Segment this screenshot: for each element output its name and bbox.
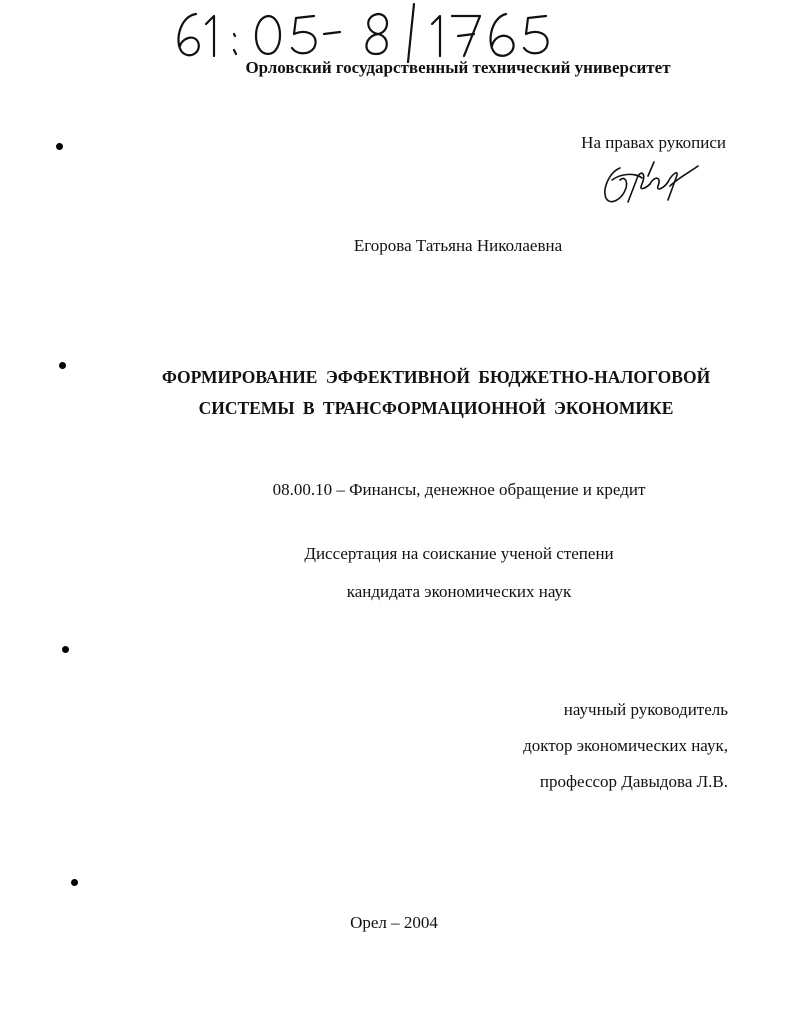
city-year: Орел – 2004 <box>350 913 438 932</box>
university-name: Орловский государственный технический университет <box>245 58 671 77</box>
signature <box>598 158 702 208</box>
author-name: Егорова Татьяна Николаевна <box>353 236 563 255</box>
specialty: 08.00.10 – Финансы, денежное обращение и кредит <box>272 480 646 499</box>
supervisor-degree: доктор экономических наук, <box>523 736 728 755</box>
binding-dot <box>71 879 78 886</box>
title-line-2: СИСТЕМЫ В ТРАНСФОРМАЦИОННОЙ ЭКОНОМИКЕ <box>198 398 674 418</box>
binding-dot <box>59 362 66 369</box>
manuscript-note: На правах рукописи <box>581 133 726 152</box>
title-line-1: ФОРМИРОВАНИЕ ЭФФЕКТИВНОЙ БЮДЖЕТНО-НАЛОГОВОЙ <box>161 367 711 387</box>
supervisor-role: научный руководитель <box>563 700 728 719</box>
handwritten-catalog-number <box>168 2 558 64</box>
supervisor-name: профессор Давыдова Л.В. <box>539 772 728 791</box>
dissertation-line: Диссертация на соискание ученой степени <box>304 544 614 563</box>
dissertation-title <box>0 362 796 424</box>
supervisor-block <box>523 692 728 800</box>
binding-dot <box>56 143 63 150</box>
degree-line: кандидата экономических наук <box>346 582 572 601</box>
binding-dot <box>62 646 69 653</box>
